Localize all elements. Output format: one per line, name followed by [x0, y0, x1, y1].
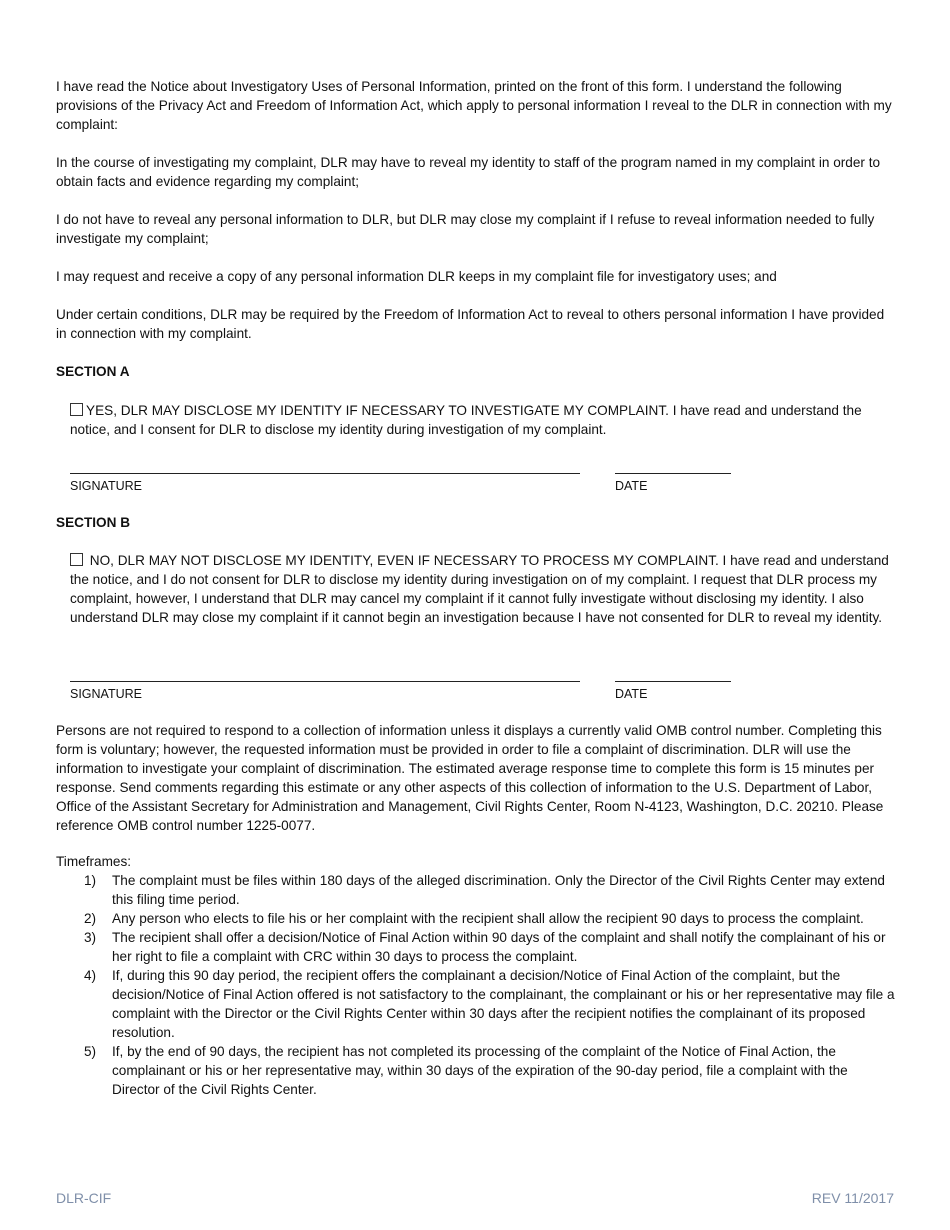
timeframe-text: Any person who elects to file his or her complaint with the recipient shall allow the recipient 90 days to process the complaint.	[112, 911, 864, 926]
section-b-consent-text: NO, DLR MAY NOT DISCLOSE MY IDENTITY, EVEN IF NECESSARY TO PROCESS MY COMPLAINT. I have read and understand the notice, and I do not consent for DLR to disclose my identity during investigation on of my complaint. I request that DLR process my complaint, however, I understand that DLR may cancel my complaint if it cannot fully investigate without disclosing my identity. I also understand DLR may close my complaint if it cannot begin an investigation because I have not consented for DLR to reveal my identity.	[70, 553, 889, 625]
timeframe-text: If, during this 90 day period, the recipient offers the complainant a decision/Notice of Final Action of the complaint, but the decision/Notice of Final Action offered is not satisfactory to the complainant, the complainant or his or her representative may file a complaint with the Director or the Civil Rights Center within 30 days after the recipient notifies the complainant of its proposed resolution.	[112, 968, 895, 1040]
section-b-consent	[70, 551, 896, 627]
section-a-date-line[interactable]	[615, 473, 731, 474]
timeframe-number: 4)	[84, 968, 97, 983]
section-b-title: SECTION B	[56, 515, 131, 530]
timeframe-item	[56, 966, 896, 1042]
timeframe-number: 3)	[84, 930, 97, 945]
timeframes-list	[56, 871, 896, 1099]
footer-revision: REV 11/2017	[811, 1190, 894, 1206]
section-b-signature-label: SIGNATURE	[70, 687, 142, 701]
section-a-checkbox[interactable]	[70, 403, 83, 416]
timeframe-item	[56, 871, 896, 909]
section-a-consent	[70, 401, 896, 439]
provision-paragraph: I may request and receive a copy of any personal information DLR keeps in my complaint file for investigatory uses; and	[56, 269, 777, 284]
section-b-checkbox[interactable]	[70, 553, 83, 566]
intro-paragraph: I have read the Notice about Investigatory Uses of Personal Information, printed on the front of this form. I understand the following provisions of the Privacy Act and Freedom of Information Act, which apply to personal information I reveal to the DLR in connection with my complaint:	[56, 79, 892, 132]
section-b-date-label: DATE	[615, 687, 648, 701]
section-a-consent-text: YES, DLR MAY DISCLOSE MY IDENTITY IF NECESSARY TO INVESTIGATE MY COMPLAINT. I have read and understand the notice, and I consent for DLR to disclose my identity during investigation of my complaint.	[70, 403, 862, 437]
section-b-signature-line[interactable]	[70, 681, 580, 682]
section-a-date-label: DATE	[615, 479, 648, 493]
timeframe-item	[56, 1042, 896, 1099]
timeframes-title: Timeframes:	[56, 854, 132, 869]
timeframe-item	[56, 909, 896, 928]
timeframe-number: 5)	[84, 1044, 97, 1059]
section-a-signature-line[interactable]	[70, 473, 580, 474]
section-a-signature-label: SIGNATURE	[70, 479, 142, 493]
provision-paragraph: I do not have to reveal any personal information to DLR, but DLR may close my complaint if I refuse to reveal information needed to fully investigate my complaint;	[56, 212, 875, 246]
provision-paragraph: Under certain conditions, DLR may be required by the Freedom of Information Act to reveal to others personal information I have provided in connection with my complaint.	[56, 307, 885, 341]
timeframe-text: The recipient shall offer a decision/Notice of Final Action within 90 days of the complaint and shall notify the complainant of his or her right to file a complaint with CRC within 30 days to process the complaint.	[112, 930, 886, 964]
section-a-title: SECTION A	[56, 364, 130, 379]
omb-notice: Persons are not required to respond to a collection of information unless it displays a currently valid OMB control number. Completing this form is voluntary; however, the requested information must be provided in order to file a complaint of discrimination. DLR will use the information to investigate your complaint of discrimination. The estimated average response time to complete this form is 15 minutes per response. Send comments regarding this estimate or any other aspects of this collection of information to the U.S. Department of Labor, Office of the Assistant Secretary for Administration and Management, Civil Rights Center, Room N-4123, Washington, D.C. 20210. Please reference OMB control number 1225-0077.	[56, 723, 884, 833]
timeframe-text: If, by the end of 90 days, the recipient has not completed its processing of the complaint of the Notice of Final Action, the complainant or his or her representative may, within 30 days of the expiration of the 90-day period, file a complaint with the Director of the Civil Rights Center.	[112, 1044, 848, 1097]
timeframe-number: 2)	[84, 911, 97, 926]
timeframe-text: The complaint must be files within 180 days of the alleged discrimination. Only the Director of the Civil Rights Center may extend this filing time period.	[112, 873, 885, 907]
timeframe-number: 1)	[84, 873, 97, 888]
footer-form-id: DLR-CIF	[56, 1190, 112, 1206]
timeframe-item	[56, 928, 896, 966]
provision-paragraph: In the course of investigating my complaint, DLR may have to reveal my identity to staff of the program named in my complaint in order to obtain facts and evidence regarding my complaint;	[56, 155, 881, 189]
section-b-date-line[interactable]	[615, 681, 731, 682]
